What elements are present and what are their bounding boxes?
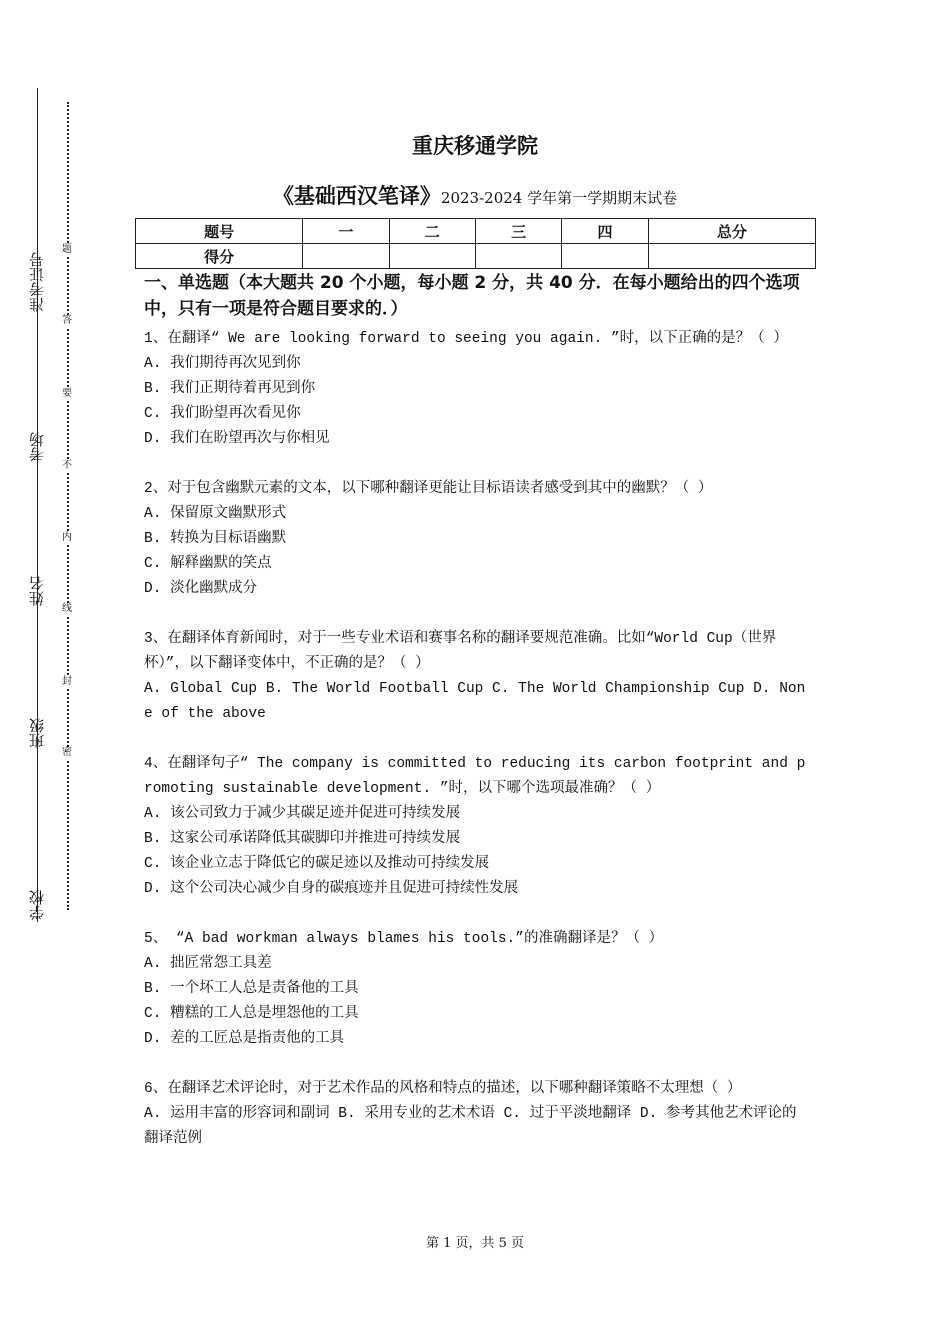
question-1 <box>144 327 810 452</box>
option-a: A. 该公司致力于减少其碳足迹并促进可持续发展 <box>144 806 461 822</box>
score-cell <box>303 244 389 269</box>
side-field-school: 学校 <box>27 890 46 920</box>
seal-char: 封 <box>62 676 72 687</box>
option-b: B. 这家公司承诺降低其碳脚印并推进可持续发展 <box>144 831 461 847</box>
seal-char: 答 <box>62 315 72 326</box>
option-d: D. 这个公司决心减少自身的碳痕迹并且促进可持续性发展 <box>144 881 519 897</box>
option-c: C. 我们盼望再次看见你 <box>144 406 301 422</box>
seal-char: 题 <box>62 244 72 255</box>
score-table <box>135 218 816 269</box>
score-cell: 总分 <box>648 219 815 244</box>
seal-dotted-line <box>67 102 69 910</box>
score-table-score-row <box>136 244 816 269</box>
course-name: 《基础西汉笔译》 <box>272 184 441 208</box>
school-title: 重庆移通学院 <box>412 134 538 158</box>
exam-term: 2023-2024 学年第一学期期末试卷 <box>440 189 678 207</box>
question-6 <box>144 1077 810 1152</box>
seal-char: 密 <box>62 747 72 758</box>
question-stem: 3、在翻译体育新闻时，对于一些专业术语和赛事名称的翻译要规范准确。比如“World Cup（世界杯）”，以下翻译变体中，不正确的是？（ ） <box>144 631 777 672</box>
side-field-exam-room: 考场 <box>27 432 46 462</box>
score-cell <box>562 244 648 269</box>
option-d: D. 差的工匠总是指责他的工具 <box>144 1031 345 1047</box>
option-a: A. 保留原文幽默形式 <box>144 506 287 522</box>
option-d: D. 淡化幽默成分 <box>144 581 258 597</box>
seal-char: 要 <box>62 388 72 399</box>
score-cell: 题号 <box>136 219 303 244</box>
score-cell: 一 <box>303 219 389 244</box>
options-inline: A. 运用丰富的形容词和副词 B. 采用专业的艺术术语 C. 过于平淡地翻译 D. 参考其他艺术评论的翻译范例 <box>144 1106 797 1147</box>
question-2 <box>144 477 810 602</box>
score-cell: 得分 <box>136 244 303 269</box>
exam-title <box>0 180 950 210</box>
side-field-name: 姓名 <box>27 576 46 606</box>
seal-char: 线 <box>62 603 72 614</box>
option-b: B. 一个坏工人总是责备他的工具 <box>144 981 359 997</box>
score-cell: 三 <box>475 219 561 244</box>
score-table-header-row <box>136 219 816 244</box>
question-stem: 6、在翻译艺术评论时，对于艺术作品的风格和特点的描述，以下哪种翻译策略不太理想（ ） <box>144 1081 742 1097</box>
options-inline: A. Global Cup B. The World Football Cup C. The World Championship Cup D. None of the above <box>144 681 806 722</box>
page-footer: 第 1 页，共 5 页 <box>425 1236 525 1251</box>
question-5 <box>144 927 810 1052</box>
question-4 <box>144 752 810 902</box>
score-cell: 二 <box>389 219 475 244</box>
option-a: A. 拙匠常怨工具差 <box>144 956 272 972</box>
seal-char: 不 <box>62 460 72 471</box>
option-a: A. 我们期待再次见到你 <box>144 356 301 372</box>
score-cell <box>648 244 815 269</box>
question-stem: 2、对于包含幽默元素的文本，以下哪种翻译更能让目标语读者感受到其中的幽默？（ ） <box>144 481 713 497</box>
binding-line <box>37 88 38 922</box>
option-b: B. 我们正期待着再见到你 <box>144 381 316 397</box>
section-heading: 一、单选题（本大题共 20 个小题，每小题 2 分，共 40 分．在每小题给出的四个选项中，只有一项是符合题目要求的．） <box>144 273 800 319</box>
score-cell <box>475 244 561 269</box>
option-d: D. 我们在盼望再次与你相见 <box>144 431 330 447</box>
question-stem: 1、在翻译“ We are looking forward to seeing you again. ”时，以下正确的是？（ ） <box>144 331 788 347</box>
side-field-exam-number: 准考证号 <box>27 252 46 312</box>
exam-content <box>144 270 810 1152</box>
option-c: C. 解释幽默的笑点 <box>144 556 272 572</box>
seal-char: 内 <box>62 532 72 543</box>
option-b: B. 转换为目标语幽默 <box>144 531 287 547</box>
option-c: C. 该企业立志于降低它的碳足迹以及推动可持续发展 <box>144 856 490 872</box>
question-stem: 5、 “A bad workman always blames his tools.”的准确翻译是？（ ） <box>144 931 664 947</box>
question-stem: 4、在翻译句子“ The company is committed to reducing its carbon footprint and promoting sustainable development. ”时，以下哪个选项最准确？（ ） <box>144 756 806 797</box>
question-3 <box>144 627 810 727</box>
score-cell: 四 <box>562 219 648 244</box>
option-c: C. 糟糕的工人总是埋怨他的工具 <box>144 1006 359 1022</box>
score-cell <box>389 244 475 269</box>
side-field-class: 班级 <box>27 718 46 748</box>
